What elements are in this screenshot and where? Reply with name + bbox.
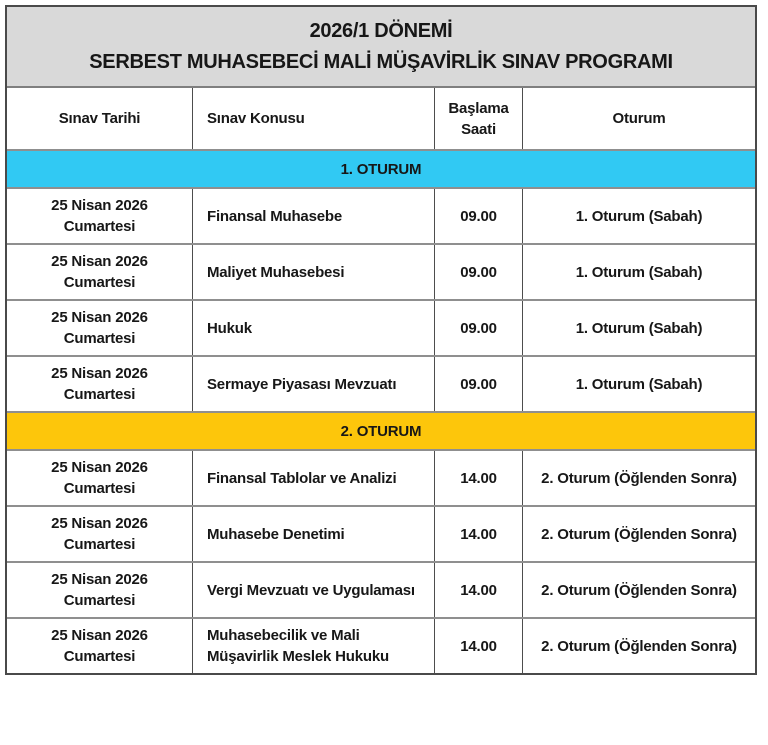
session-cell: 1. Oturum (Sabah) xyxy=(575,207,703,225)
exam-day: Cumartesi xyxy=(63,274,136,291)
session-cell: 2. Oturum (Öğlenden Sonra) xyxy=(541,581,737,599)
start-time-cell: 14.00 xyxy=(435,619,523,673)
start-time-cell: 09.00 xyxy=(435,357,523,411)
start-time-cell: 09.00 xyxy=(435,301,523,355)
exam-date: 25 Nisan 2026 xyxy=(51,253,148,270)
session-cell: 2. Oturum (Öğlenden Sonra) xyxy=(541,469,737,487)
exam-date: 25 Nisan 2026 xyxy=(51,627,148,644)
exam-subject-cell: Maliyet Muhasebesi xyxy=(193,245,435,299)
exam-day: Cumartesi xyxy=(63,592,136,609)
document-title xyxy=(7,7,755,88)
exam-date-cell xyxy=(7,245,193,299)
table-row xyxy=(7,245,755,301)
session-cell: 2. Oturum (Öğlenden Sonra) xyxy=(541,525,737,543)
exam-date-cell xyxy=(7,563,193,617)
table-row xyxy=(7,301,755,357)
session-cell: 1. Oturum (Sabah) xyxy=(575,319,703,337)
exam-subject-cell: Finansal Tablolar ve Analizi xyxy=(193,451,435,505)
session-cell: 1. Oturum (Sabah) xyxy=(575,263,703,281)
start-time-cell: 09.00 xyxy=(435,245,523,299)
start-time-cell: 14.00 xyxy=(435,563,523,617)
exam-day: Cumartesi xyxy=(63,218,136,235)
start-time-cell: 14.00 xyxy=(435,507,523,561)
column-header-oturum: Oturum xyxy=(612,110,666,127)
session-cell: 2. Oturum (Öğlenden Sonra) xyxy=(541,637,737,655)
exam-subject-cell: Finansal Muhasebe xyxy=(193,189,435,243)
session-cell: 1. Oturum (Sabah) xyxy=(575,375,703,393)
exam-day: Cumartesi xyxy=(63,480,136,497)
exam-date: 25 Nisan 2026 xyxy=(51,309,148,326)
exam-subject-cell: Hukuk xyxy=(193,301,435,355)
exam-subject-cell: Sermaye Piyasası Mevzuatı xyxy=(193,357,435,411)
exam-date: 25 Nisan 2026 xyxy=(51,365,148,382)
section-band-2-oturum: 2. OTURUM xyxy=(7,413,755,451)
exam-subject-cell: Vergi Mevzuatı ve Uygulaması xyxy=(193,563,435,617)
table-row xyxy=(7,451,755,507)
exam-date-cell xyxy=(7,301,193,355)
exam-date-cell xyxy=(7,189,193,243)
start-time-cell: 09.00 xyxy=(435,189,523,243)
exam-date-cell xyxy=(7,357,193,411)
title-line-period: 2026/1 DÖNEMİ xyxy=(309,19,453,42)
table-row xyxy=(7,189,755,245)
exam-day: Cumartesi xyxy=(63,386,136,403)
exam-date: 25 Nisan 2026 xyxy=(51,571,148,588)
exam-subject-cell: Muhasebecilik ve Mali Müşavirlik Meslek Hukuku xyxy=(193,619,435,673)
exam-schedule-table xyxy=(5,5,757,675)
exam-date: 25 Nisan 2026 xyxy=(51,515,148,532)
section-band-1-oturum: 1. OTURUM xyxy=(7,151,755,189)
table-row xyxy=(7,563,755,619)
exam-date: 25 Nisan 2026 xyxy=(51,197,148,214)
column-header-sinav-tarihi: Sınav Tarihi xyxy=(7,88,193,149)
exam-date-cell xyxy=(7,507,193,561)
exam-date: 25 Nisan 2026 xyxy=(51,459,148,476)
column-header-sinav-konusu: Sınav Konusu xyxy=(193,88,435,149)
exam-day: Cumartesi xyxy=(63,536,136,553)
exam-day: Cumartesi xyxy=(63,648,136,665)
table-row xyxy=(7,507,755,563)
table-header-row xyxy=(7,88,755,151)
start-time-cell: 14.00 xyxy=(435,451,523,505)
exam-subject-cell: Muhasebe Denetimi xyxy=(193,507,435,561)
title-line-program: SERBEST MUHASEBECİ MALİ MÜŞAVİRLİK SINAV PROGRAMI xyxy=(89,50,673,73)
table-row xyxy=(7,619,755,673)
exam-date-cell xyxy=(7,451,193,505)
table-row xyxy=(7,357,755,413)
exam-date-cell xyxy=(7,619,193,673)
exam-day: Cumartesi xyxy=(63,330,136,347)
column-header-baslama-saati: Başlama Saati xyxy=(435,88,523,149)
